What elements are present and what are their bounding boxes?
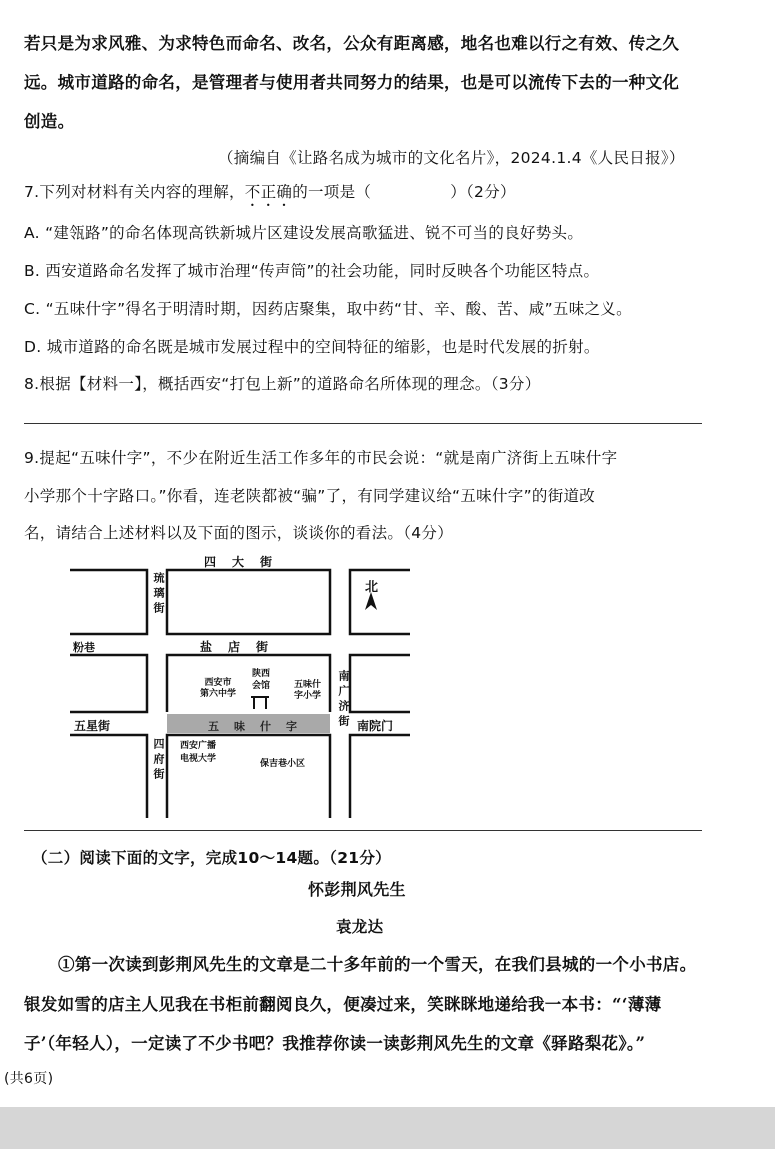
place-tv-line2: 电视大学 (180, 754, 217, 764)
q7-stem-pre: 7.下列对材料有关内容的理解， (24, 183, 245, 201)
place-baojixiang: 保吉巷小区 (260, 759, 306, 769)
north-label: 北 (365, 580, 379, 595)
street-label-fenxiang: 粉巷 (73, 641, 95, 654)
article-author: 袁龙达 (336, 918, 384, 936)
place-wuwei-school-line1: 五味什 (294, 680, 322, 690)
page-footer: (共6页) (4, 1071, 54, 1087)
street-block-middle-right (350, 655, 410, 712)
source-citation: （摘编自《让路名成为城市的文化名片》，2024.1.4《人民日报》） (218, 149, 685, 167)
passage-line-3: 创造。 (24, 112, 75, 131)
street-block-upper-right (350, 570, 410, 634)
answer-line-q8 (24, 423, 702, 424)
place-wuwei-school-line2: 字小学 (294, 691, 322, 701)
q9-line-1: 9.提起“五味什字”，不少在附近生活工作多年的市民会说：“就是南广济街上五味什字 (24, 449, 618, 467)
q8-stem: 8.根据【材料一】，概括西安“打包上新”的道路命名所体现的理念。（3分） (24, 375, 541, 393)
street-label-yandianjie: 盐 店 街 (200, 640, 271, 654)
street-label-wuxingjie: 五星街 (74, 719, 111, 733)
passage-line-1: 若只是为求风雅、为求特色而命名、改名，公众有距离感，地名也难以行之有效、传之久 (24, 34, 680, 53)
street-label-liulijie: 琉璃街 (152, 572, 165, 617)
article-title: 怀彭荆风先生 (308, 880, 406, 899)
hall-gate-icon (251, 697, 269, 709)
q7-option-c: C. “五味什字”得名于明清时期，因药店聚集，取中药“甘、辛、酸、苦、咸”五味之义。 (24, 300, 632, 318)
place-school6 (200, 678, 236, 700)
section-divider (24, 830, 702, 831)
place-wuwei-school (294, 680, 321, 702)
place-shaanxi-hall (252, 668, 270, 692)
street-block-upper-left (70, 570, 147, 634)
street-label-sidajie: 四 大 街 (204, 555, 275, 569)
street-map-lines (70, 552, 410, 818)
section2-heading: （二）阅读下面的文字，完成10～14题。（21分） (32, 849, 391, 867)
place-hall-line1: 陕西 (252, 669, 271, 679)
q7-option-b: B. 西安道路命名发挥了城市治理“传声筒”的社会功能，同时反映各个功能区特点。 (24, 262, 600, 280)
street-block-lower-left (70, 735, 147, 818)
street-map (70, 552, 410, 818)
place-school6-line1: 西安市 (204, 678, 232, 688)
street-label-sifujie: 四府街 (152, 738, 165, 783)
bottom-margin-band (0, 1107, 775, 1149)
place-tv-line1: 西安广播 (180, 741, 217, 751)
q7-option-a: A. “建瓴路”的命名体现高铁新城片区建设发展高歌猛进、锐不可当的良好势头。 (24, 224, 584, 242)
place-tv-university (180, 740, 216, 766)
street-label-nanguangjijie: 南广济街 (337, 670, 350, 730)
place-hall-line2: 会馆 (252, 681, 271, 691)
article-para1-line3: 子’（年轻人），一定读了不少书吧？我推荐你读一读彭荆风先生的文章《驿路梨花》。” (24, 1034, 646, 1053)
q7-stem (24, 180, 516, 210)
place-school6-line2: 第六中学 (200, 689, 237, 699)
street-label-wuweishizi: 五 味 什 字 (208, 720, 299, 733)
article-para1-line1: ①第一次读到彭荆风先生的文章是二十多年前的一个雪天，在我们县城的一个小书店。 (58, 955, 697, 974)
q9-line-3: 名，请结合上述材料以及下面的图示，谈谈你的看法。（4分） (24, 524, 454, 542)
street-block-middle-left (70, 655, 147, 712)
passage-line-2: 远。城市道路的命名，是管理者与使用者共同努力的结果，也是可以流传下去的一种文化 (24, 73, 680, 92)
q7-option-d: D. 城市道路的命名既是城市发展过程中的空间特征的缩影，也是时代发展的折射。 (24, 338, 600, 356)
street-label-nanyuanmen: 南院门 (357, 719, 394, 733)
q7-stem-post: 的一项是（ ）（2分） (292, 183, 516, 201)
street-block-lower-right (350, 735, 410, 818)
street-block-upper-middle (167, 570, 330, 634)
q7-stem-emphasis: 不正确 (244, 183, 293, 201)
q9-line-2: 小学那个十字路口。”你看，连老陕都被“骗”了，有同学建议给“五味什字”的街道改 (24, 487, 596, 505)
article-para1-line2: 银发如雪的店主人见我在书柜前翻阅良久，便凑过来，笑眯眯地递给我一本书：“‘薄薄 (24, 995, 662, 1014)
